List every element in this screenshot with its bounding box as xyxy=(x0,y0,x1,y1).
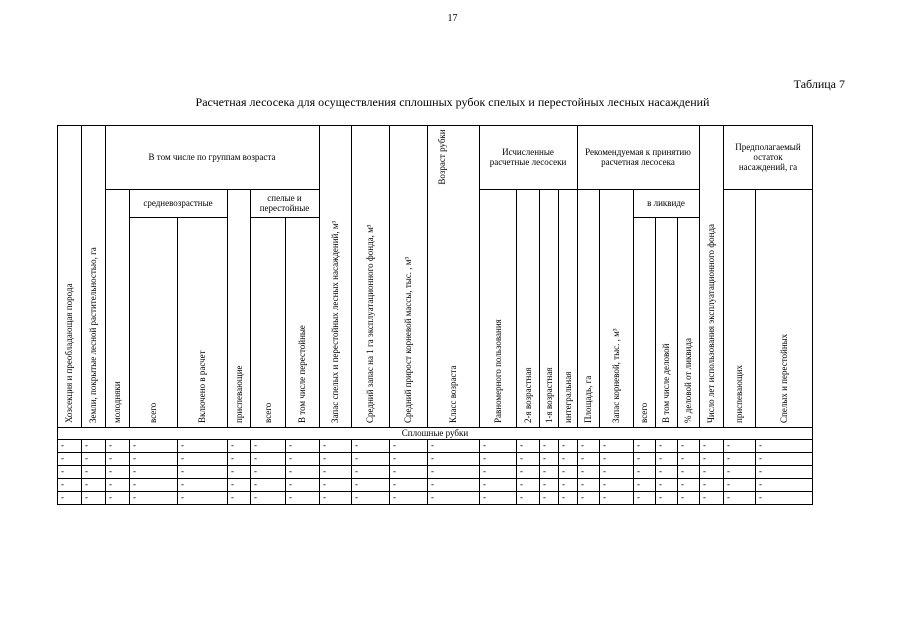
table-cell: - xyxy=(603,453,606,463)
group-calculated: Исчисленные расчетные лесосеки xyxy=(489,147,567,167)
table-cell: - xyxy=(603,492,606,502)
page-number: 17 xyxy=(447,13,458,24)
table-cell: - xyxy=(659,466,662,476)
table-cell: - xyxy=(759,453,762,463)
table-cell: - xyxy=(133,492,136,502)
table-row xyxy=(57,452,813,465)
table-cell: - xyxy=(431,479,434,489)
table-cell: - xyxy=(659,453,662,463)
table-cell: - xyxy=(581,440,584,450)
table-cell: - xyxy=(431,440,434,450)
table-cell: - xyxy=(431,466,434,476)
table-cell: - xyxy=(520,492,523,502)
table-cell: - xyxy=(562,440,565,450)
table-cell: - xyxy=(85,440,88,450)
table-cell: - xyxy=(254,492,257,502)
table-cell: - xyxy=(681,492,684,502)
column-title-12: Класс возраста xyxy=(448,365,458,423)
column-title-10: Средний запас на 1 га эксплуатационного фонда, м³ xyxy=(365,224,375,423)
table-row xyxy=(57,478,813,491)
table-cell: - xyxy=(254,466,257,476)
table-cell: - xyxy=(431,492,434,502)
table-cell: - xyxy=(703,492,706,502)
group-mature: спелые и перестойные xyxy=(259,193,310,213)
table-cell: - xyxy=(562,453,565,463)
table-cell: - xyxy=(703,479,706,489)
section-label: Сплошные рубки xyxy=(401,428,469,438)
table-cell: - xyxy=(483,453,486,463)
table-cell: - xyxy=(85,479,88,489)
table-cell: - xyxy=(181,440,184,450)
column-title-14: 2-я возрастная xyxy=(522,367,533,423)
table-cell: - xyxy=(637,453,640,463)
table-cell: - xyxy=(543,466,546,476)
column-title-5: Включено в расчет xyxy=(197,350,207,423)
table-cell: - xyxy=(231,492,234,502)
table-cell: - xyxy=(393,440,396,450)
table-cell: - xyxy=(289,479,292,489)
table-cell: - xyxy=(254,453,257,463)
column-title-24: Спелых и перестойных xyxy=(779,333,789,423)
table-cell: - xyxy=(703,440,706,450)
table-cell: - xyxy=(659,492,662,502)
table-cell: - xyxy=(85,466,88,476)
table-cell: - xyxy=(133,479,136,489)
table-cell: - xyxy=(637,440,640,450)
table-cell: - xyxy=(703,453,706,463)
column-title-4: всего xyxy=(148,402,158,423)
table-cell: - xyxy=(543,479,546,489)
table-cell: - xyxy=(231,440,234,450)
column-title-2: Земли, покрытые лесной растительностью, га xyxy=(88,247,98,423)
table-cell: - xyxy=(681,466,684,476)
column-title-3: молодняки xyxy=(112,381,122,423)
table-cell: - xyxy=(520,466,523,476)
table-cell: - xyxy=(109,453,112,463)
table-cell: - xyxy=(393,466,396,476)
table-cell: - xyxy=(289,466,292,476)
table-cell: - xyxy=(727,440,730,450)
table-cell: - xyxy=(659,440,662,450)
table-cell: - xyxy=(681,440,684,450)
table-cell: - xyxy=(393,479,396,489)
table-cell: - xyxy=(727,453,730,463)
column-title-13: Равномерного пользования xyxy=(492,319,503,423)
table-cell: - xyxy=(759,492,762,502)
table-cell: - xyxy=(603,440,606,450)
table-cell: - xyxy=(323,440,326,450)
column-title-15: 1-я возрастная xyxy=(543,367,554,423)
table-cell: - xyxy=(323,479,326,489)
group-remaining: Предполагаемый остаток насаждений, га xyxy=(735,142,801,172)
table-cell: - xyxy=(520,479,523,489)
table-cell: - xyxy=(323,453,326,463)
felling-table xyxy=(57,125,813,505)
group-in-liquid: в ликвиде xyxy=(647,198,685,208)
table-cell: - xyxy=(637,492,640,502)
table-cell: - xyxy=(355,440,358,450)
table-cell: - xyxy=(85,453,88,463)
table-cell: - xyxy=(483,466,486,476)
table-cell: - xyxy=(543,453,546,463)
table-cell: - xyxy=(109,479,112,489)
table-cell: - xyxy=(581,492,584,502)
column-title-11: Средний прирост корневой массы, тыс. , м³ xyxy=(403,256,413,423)
column-title-18: Запас корневой, тыс. , м³ xyxy=(611,328,621,423)
table-row xyxy=(57,465,813,478)
table-cell: - xyxy=(85,492,88,502)
table-cell: - xyxy=(231,479,234,489)
column-title-16: интегральная xyxy=(562,371,573,423)
table-cell: - xyxy=(61,492,64,502)
table-cell: - xyxy=(61,479,64,489)
column-title-21: % деловой от ликвида xyxy=(683,338,693,423)
column-title-9: Запас спелых и перестойных лесных насаждений, м³ xyxy=(330,220,340,423)
table-row xyxy=(57,491,813,504)
table-cell: - xyxy=(181,453,184,463)
table-cell: - xyxy=(254,479,257,489)
table-cell: - xyxy=(759,479,762,489)
group-felling-age xyxy=(427,125,479,189)
table-cell: - xyxy=(61,466,64,476)
table-label: Таблица 7 xyxy=(793,77,845,91)
table-cell: - xyxy=(703,466,706,476)
table-cell: - xyxy=(637,466,640,476)
table-cell: - xyxy=(133,440,136,450)
column-title-7: всего xyxy=(262,402,273,423)
table-cell: - xyxy=(483,479,486,489)
table-cell: - xyxy=(603,479,606,489)
column-title-22: Число лет использования эксплуатационного фонда xyxy=(706,223,716,423)
table-cell: - xyxy=(520,440,523,450)
table-cell: - xyxy=(355,453,358,463)
table-cell: - xyxy=(727,479,730,489)
column-title-6: приспевающие xyxy=(233,365,244,423)
table-cell: - xyxy=(659,479,662,489)
table-cell: - xyxy=(562,492,565,502)
table-cell: - xyxy=(289,453,292,463)
table-cell: - xyxy=(562,466,565,476)
table-cell: - xyxy=(681,453,684,463)
table-cell: - xyxy=(520,453,523,463)
table-cell: - xyxy=(181,492,184,502)
table-cell: - xyxy=(133,453,136,463)
group-recommended: Рекомендуемая к принятию расчетная лесосека xyxy=(585,147,691,167)
table-cell: - xyxy=(483,440,486,450)
table-cell: - xyxy=(109,492,112,502)
column-title-19: всего xyxy=(639,402,649,423)
table-cell: - xyxy=(727,492,730,502)
table-cell: - xyxy=(759,440,762,450)
column-title-23: приспевающих xyxy=(734,364,744,423)
table-cell: - xyxy=(603,466,606,476)
table-row xyxy=(57,439,813,452)
table-cell: - xyxy=(323,492,326,502)
group-middle-aged: средневозрастные xyxy=(143,198,213,208)
table-cell: - xyxy=(109,440,112,450)
table-cell: - xyxy=(431,453,434,463)
table-cell: - xyxy=(181,466,184,476)
table-cell: - xyxy=(231,453,234,463)
table-cell: - xyxy=(637,479,640,489)
table-cell: - xyxy=(727,466,730,476)
table-cell: - xyxy=(289,492,292,502)
table-cell: - xyxy=(254,440,257,450)
table-cell: - xyxy=(581,479,584,489)
table-cell: - xyxy=(109,466,112,476)
column-title-1: Хозсекция и преобладающая порода xyxy=(64,283,74,423)
table-cell: - xyxy=(393,492,396,502)
table-cell: - xyxy=(231,466,234,476)
table-cell: - xyxy=(289,440,292,450)
table-cell: - xyxy=(543,440,546,450)
table-cell: - xyxy=(543,492,546,502)
table-cell: - xyxy=(581,453,584,463)
table-cell: - xyxy=(61,453,64,463)
group-age-groups: В том числе по группам возраста xyxy=(148,152,276,162)
table-cell: - xyxy=(393,453,396,463)
table-cell: - xyxy=(562,479,565,489)
table-cell: - xyxy=(61,440,64,450)
table-cell: - xyxy=(581,466,584,476)
table-cell: - xyxy=(133,466,136,476)
table-cell: - xyxy=(355,466,358,476)
column-title-20: В том числе деловой xyxy=(661,343,671,423)
table-cell: - xyxy=(355,479,358,489)
table-cell: - xyxy=(355,492,358,502)
felling-age-label: Возраст рубки xyxy=(437,129,447,185)
table-cell: - xyxy=(323,466,326,476)
table-caption: Расчетная лесосека для осуществления сплошных рубок спелых и перестойных лесных насаждений xyxy=(195,95,710,109)
table-cell: - xyxy=(681,479,684,489)
table-cell: - xyxy=(483,492,486,502)
table-cell: - xyxy=(181,479,184,489)
table-cell: - xyxy=(759,466,762,476)
column-title-17: Площадь, га xyxy=(583,375,593,423)
column-title-8: В том числе перестойные xyxy=(297,325,307,423)
